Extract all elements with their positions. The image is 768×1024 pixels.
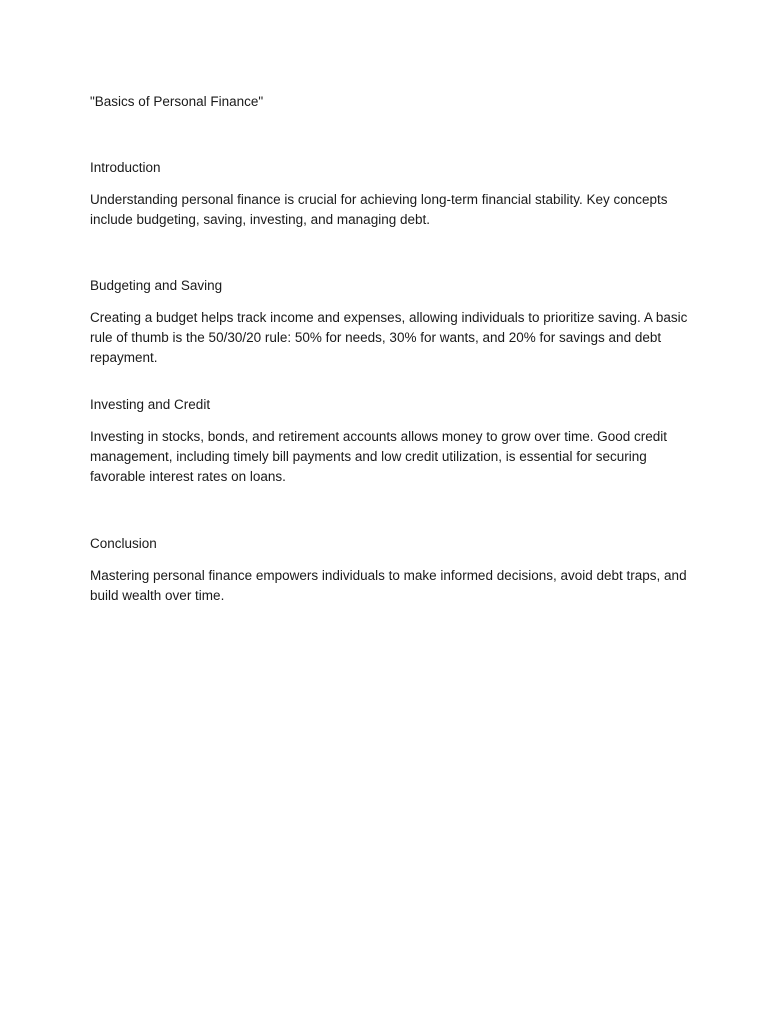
section-investing-and-credit — [90, 395, 690, 487]
section-heading: Investing and Credit — [90, 397, 211, 412]
section-body: Mastering personal finance empowers individuals to make informed decisions, avoid debt traps, and build wealth over time. — [90, 568, 687, 603]
document-title: "Basics of Personal Finance" — [90, 94, 264, 109]
section-heading: Budgeting and Saving — [90, 278, 223, 293]
section-heading: Conclusion — [90, 536, 157, 551]
section-body: Creating a budget helps track income and expenses, allowing individuals to prioritize saving. A basic rule of thumb is the 50/30/20 rule: 50% for needs, 30% for wants, and 20% for savings and debt repayment. — [90, 310, 688, 365]
section-body: Understanding personal finance is crucial for achieving long-term financial stability. Key concepts include budgeting, saving, investing, and managing debt. — [90, 192, 668, 227]
section-conclusion — [90, 534, 690, 606]
section-budgeting-and-saving — [90, 276, 690, 368]
section-body: Investing in stocks, bonds, and retirement accounts allows money to grow over time. Good credit management, including timely bill payments and low credit utilization, is essential for securing favorable interest rates on loans. — [90, 429, 668, 484]
section-introduction — [90, 158, 690, 230]
section-heading: Introduction — [90, 160, 161, 175]
